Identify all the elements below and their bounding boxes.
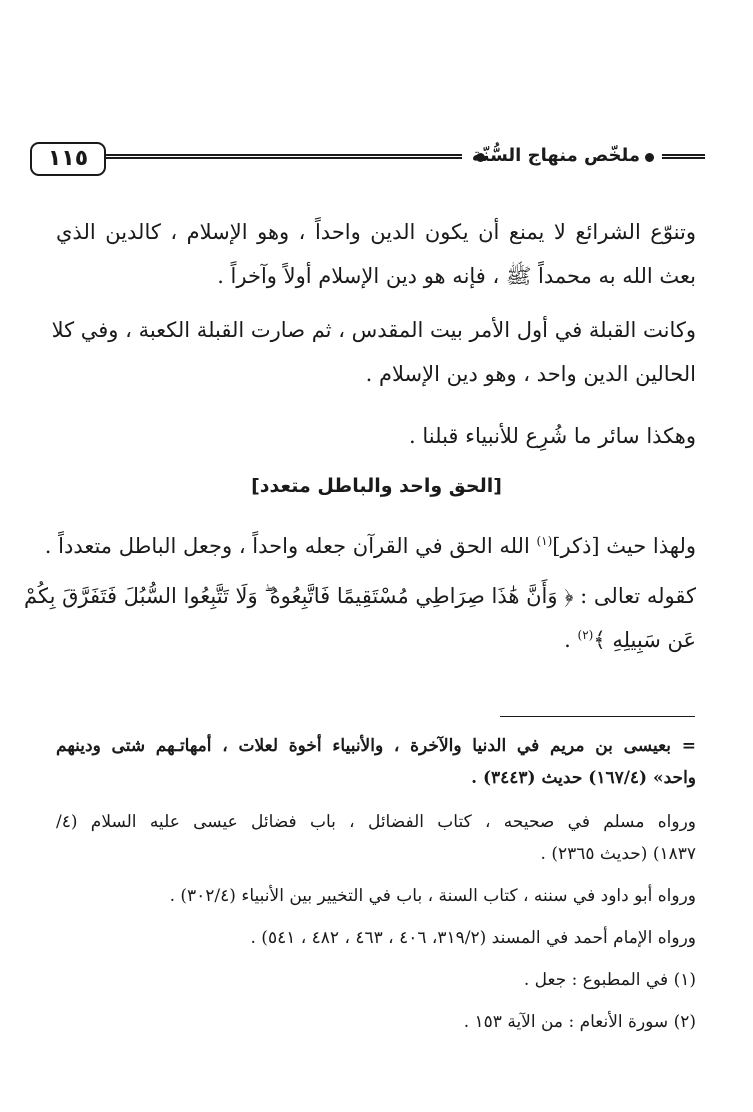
running-title: ملخّص منهاج السُّنّة (471, 145, 640, 166)
footnote-muslim-line-2: ١٨٣٧) (حديث ٢٣٦٥) . (540, 844, 696, 864)
paragraph-1 (56, 210, 696, 298)
paragraph-2-line-1: وكانت القبلة في أول الأمر بيت المقدس ، ثم صارت القبلة الكعبة ، وفي كلا (51, 318, 696, 342)
paragraph-5-text-a: عَن سَبِيلِهِ ﴾ (593, 628, 696, 652)
paragraph-5-quran-quote (24, 574, 696, 662)
footnote-ref-2: (٢) (577, 628, 594, 642)
footnote-abu-dawud (56, 880, 696, 912)
header-bullet-right (645, 153, 654, 162)
paragraph-4 (44, 524, 696, 568)
paragraph-2-line-2: الحالين الدين واحد ، وهو دين الإسلام . (365, 362, 696, 386)
page-header (30, 140, 705, 176)
paragraph-5-line-2 (56, 618, 696, 662)
header-rule-right (662, 154, 705, 159)
paragraph-5-line-1: كقوله تعالى : ﴿ وَأَنَّ هَٰذَا صِرَاطِي مُسْتَقِيمًا فَاتَّبِعُوهُ ۖ وَلَا تَتَّبِعُوا السُّبُلَ فَتَفَرَّقَ بِكُمْ (24, 584, 696, 608)
footnote-continued-line-1: = بعيسى بن مريم في الدنيا والآخرة ، والأنبياء أخوة لعلات ، أمهاتـهم شتى ودينهم (56, 736, 696, 756)
paragraph-3-line-1: وهكذا سائر ما شُرِع للأنبياء قبلنا . (409, 424, 696, 448)
paragraph-4-text-a: ولهذا حيث [ذكر] (552, 534, 696, 558)
footnote-separator (500, 716, 695, 717)
footnote-2 (56, 1006, 696, 1038)
header-rule-left (104, 154, 462, 159)
footnote-muslim-line-1: ورواه مسلم في صحيحه ، كتاب الفضائل ، باب فضائل عيسى عليه السلام (٤/ (56, 812, 696, 832)
footnote-ref-1: (١) (536, 534, 553, 548)
footnote-1 (56, 964, 696, 996)
paragraph-5-text-b: . (564, 628, 578, 652)
footnote-ahmad-line: ورواه الإمام أحمد في المسند (٣١٩/٢، ٤٠٦ ، ٤٦٣ ، ٤٨٢ ، ٥٤١) . (250, 928, 696, 948)
footnote-continued-line-2: واحد» (١٦٧/٤) حديث (٣٤٤٣) . (471, 768, 696, 788)
paragraph-4-line-1 (44, 524, 696, 568)
section-heading: [الحق واحد والباطل متعدد] (251, 475, 502, 497)
page-number: ١١٥ (30, 142, 106, 176)
paragraph-3 (56, 414, 696, 458)
footnote-ahmad (56, 922, 696, 954)
paragraph-2 (51, 308, 696, 396)
footnote-continued (56, 730, 696, 794)
footnote-abu-dawud-line: ورواه أبو داود في سننه ، كتاب السنة ، باب في التخيير بين الأنبياء (٣٠٢/٤) . (169, 886, 696, 906)
footnote-2-line: (٢) سورة الأنعام : من الآية ١٥٣ . (463, 1012, 696, 1032)
paragraph-1-line-2: بعث الله به محمداً ﷺ ، فإنه هو دين الإسلام أولاً وآخراً . (217, 264, 696, 288)
footnote-1-line: (١) في المطبوع : جعل . (523, 970, 696, 990)
paragraph-1-line-1: وتنوّع الشرائع لا يمنع أن يكون الدين واحداً ، وهو الإسلام ، كالدين الذي (56, 220, 696, 244)
footnote-muslim (56, 806, 696, 870)
paragraph-4-text-b: الله الحق في القرآن جعله واحداً ، وجعل الباطل متعدداً . (44, 534, 537, 558)
